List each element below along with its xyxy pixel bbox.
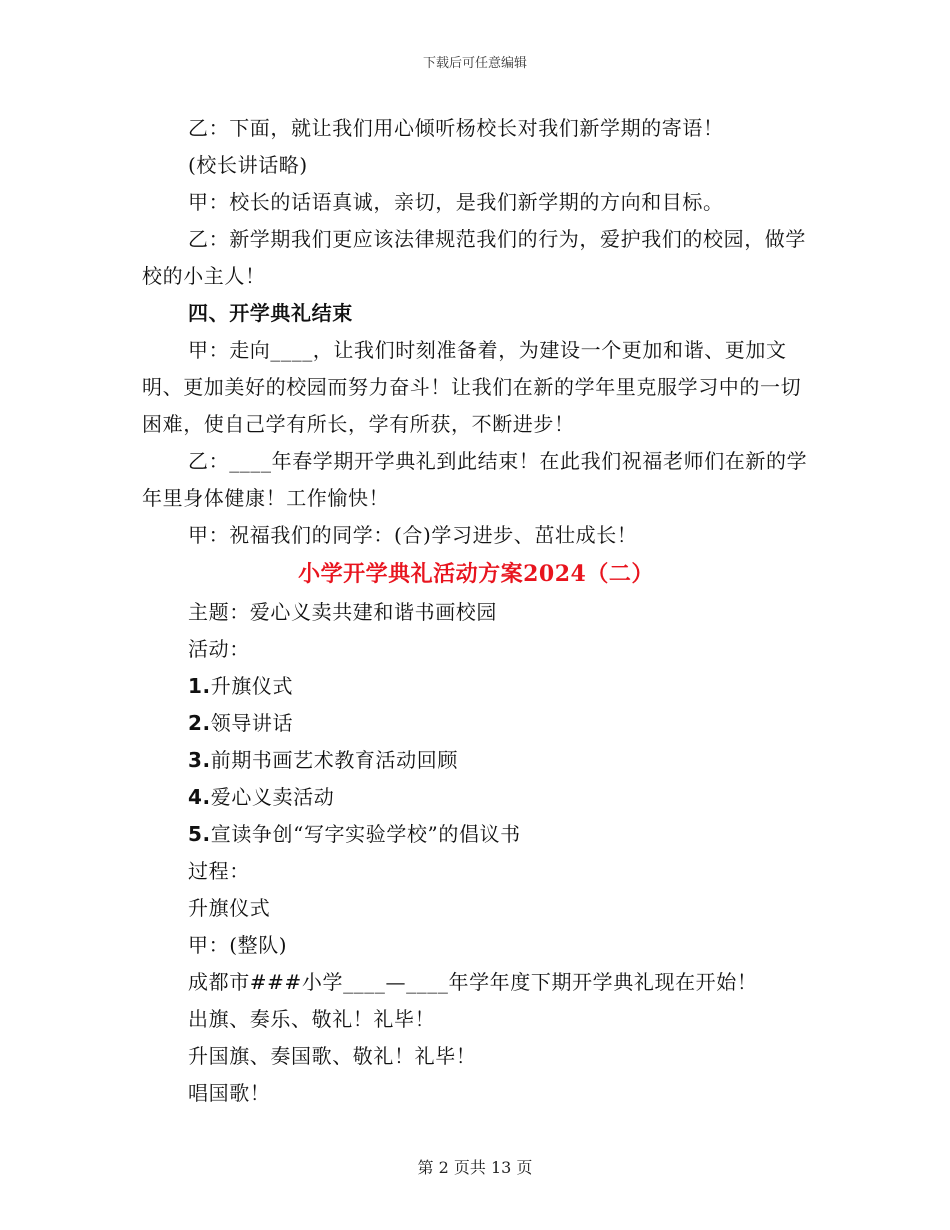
paragraph: 乙：____年春学期开学典礼到此结束！在此我们祝福老师们在新的学年里身体健康！工作愉快！ (142, 449, 808, 510)
list-item-number: 2. (188, 711, 211, 735)
paragraph: 甲：走向____，让我们时刻准备着，为建设一个更加和谐、更加文明、更加美好的校园而努力奋斗！让我们在新的学年里克服学习中的一切困难，使自己学有所长，学有所获，不断进步！ (142, 338, 802, 436)
paragraph: 成都市###小学____—____年学年度下期开学典礼现在开始！ (188, 970, 758, 994)
list-item-text: 升旗仪式 (210, 674, 294, 698)
paragraph: 甲：校长的话语真诚，亲切，是我们新学期的方向和目标。 (188, 190, 724, 214)
document-body (142, 110, 810, 1112)
list-item-text: 爱心义卖活动 (210, 785, 335, 809)
paragraph: 甲：(整队) (188, 933, 288, 957)
paragraph: 升旗仪式 (188, 896, 271, 920)
list-item-number: 3. (188, 748, 211, 772)
document-title: 小学开学典礼活动方案2024（二） (298, 561, 654, 587)
list-item (142, 742, 810, 779)
list-item-text: 宣读争创“写字实验学校”的倡议书 (210, 822, 521, 846)
section-heading: 四、开学典礼结束 (188, 301, 353, 325)
list-item (142, 668, 810, 705)
paragraph: 甲：祝福我们的同学：(合)学习进步、茁壮成长！ (188, 523, 638, 547)
process-label: 过程： (188, 859, 250, 883)
paragraph: 乙：新学期我们更应该法律规范我们的行为，爱护我们的校园，做学校的小主人！ (142, 227, 806, 288)
list-item-number: 5. (188, 822, 211, 846)
paragraph: 升国旗、奏国歌、敬礼！礼毕！ (188, 1044, 477, 1068)
list-item-text: 领导讲话 (210, 711, 294, 735)
list-item (142, 779, 810, 816)
list-item (142, 705, 810, 742)
list-item-text: 前期书画艺术教育活动回顾 (210, 748, 458, 772)
theme-line: 主题：爱心义卖共建和谐书画校园 (188, 600, 497, 624)
paragraph: (校长讲话略) (188, 153, 308, 177)
paragraph: 乙：下面，就让我们用心倾听杨校长对我们新学期的寄语！ (188, 116, 724, 140)
list-item-number: 4. (188, 785, 211, 809)
list-item (142, 816, 810, 853)
paragraph: 出旗、奏乐、敬礼！礼毕！ (188, 1007, 436, 1031)
page-header: 下载后可任意编辑 (422, 56, 527, 71)
list-item-number: 1. (188, 674, 211, 698)
paragraph: 唱国歌！ (188, 1081, 271, 1105)
page-footer: 第 2 页共 13 页 (417, 1158, 533, 1177)
activity-label: 活动： (188, 637, 250, 661)
